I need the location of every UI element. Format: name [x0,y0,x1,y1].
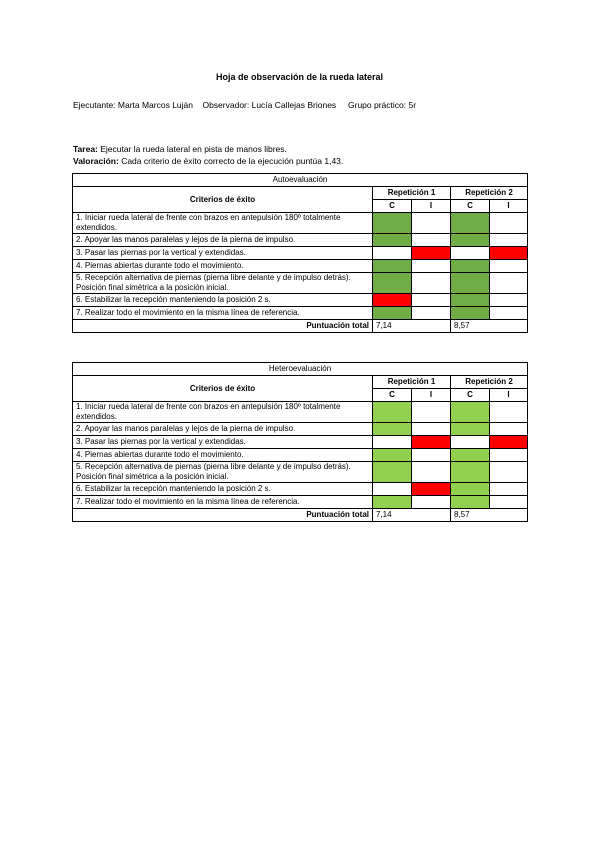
rep1-header: Repetición 1 [373,376,451,389]
criteria-header: Criterios de éxito [73,187,373,213]
criterion-text: 4. Piernas abiertas durante todo el movimiento. [73,449,373,462]
total-rep2: 8,57 [451,509,528,522]
criterion-text: 5. Recepción alternativa de piernas (pierna libre delante y de impulso detrás). Posición final simétrica a la posición inicial. [73,273,373,294]
rep1-c-header: C [373,200,412,213]
task-description [73,143,343,167]
observation-meta [73,100,416,110]
criterion-text: 7. Realizar todo el movimiento en la misma línea de referencia. [73,307,373,320]
rep1-i-cell [412,213,451,234]
criterion-row [73,260,528,273]
criterion-row [73,247,528,260]
rep1-i-cell [412,496,451,509]
rep1-c-cell [373,436,412,449]
rep2-i-cell [490,496,528,509]
observador-text: Observador: Lucía Callejas Briones [202,100,337,110]
rep2-c-cell [451,307,490,320]
section-title: Autoevaluación [73,174,528,187]
rep1-i-cell [412,483,451,496]
total-rep1: 7,14 [373,320,451,333]
criterion-row [73,462,528,483]
criterion-text: 6. Estabilizar la recepción manteniendo la posición 2 s. [73,294,373,307]
rep1-c-cell [373,462,412,483]
rep1-i-cell [412,307,451,320]
total-label: Puntuación total [73,320,373,333]
rep2-i-cell [490,307,528,320]
rep2-i-cell [490,213,528,234]
rep2-i-cell [490,247,528,260]
rep1-c-header: C [373,389,412,402]
rep1-i-cell [412,294,451,307]
rep2-i-cell [490,234,528,247]
rep1-c-cell [373,247,412,260]
rep2-c-cell [451,436,490,449]
rep2-c-cell [451,213,490,234]
rep2-i-cell [490,402,528,423]
rep1-i-cell [412,234,451,247]
criterion-text: 1. Iniciar rueda lateral de frente con brazos en antepulsión 180º totalmente extendidos. [73,213,373,234]
criterion-row [73,423,528,436]
rep2-c-cell [451,260,490,273]
criterion-row [73,436,528,449]
rep1-c-cell [373,260,412,273]
rep1-i-cell [412,423,451,436]
section-title: Heteroevaluación [73,363,528,376]
criterion-text: 2. Apoyar las manos paralelas y lejos de la pierna de impulso. [73,423,373,436]
rep1-c-cell [373,402,412,423]
rep1-i-cell [412,402,451,423]
criterion-text: 5. Recepción alternativa de piernas (pierna libre delante y de impulso detrás). Posición final simétrica a la posición inicial. [73,462,373,483]
rep2-i-cell [490,260,528,273]
page-title: Hoja de observación de la rueda lateral [215,72,384,82]
rep2-c-cell [451,294,490,307]
criterion-text: 2. Apoyar las manos paralelas y lejos de la pierna de impulso. [73,234,373,247]
rep2-i-cell [490,483,528,496]
criterion-row [73,307,528,320]
grupo-text: Grupo práctico: 5r [348,100,417,110]
rep2-i-cell [490,462,528,483]
criterion-text: 3. Pasar las piernas por la vertical y extendidas. [73,436,373,449]
rep2-c-cell [451,423,490,436]
criterion-text: 3. Pasar las piernas por la vertical y extendidas. [73,247,373,260]
criterion-row [73,483,528,496]
rep2-i-header: I [490,389,528,402]
criterion-row [73,496,528,509]
heteroevaluacion-table [72,362,528,522]
total-label: Puntuación total [73,509,373,522]
total-rep1: 7,14 [373,509,451,522]
criterion-row [73,213,528,234]
rep1-c-cell [373,213,412,234]
rep2-i-cell [490,294,528,307]
rep2-c-cell [451,483,490,496]
rep1-i-cell [412,436,451,449]
ejecutante-text: Ejecutante: Marta Marcos Luján [73,100,194,110]
rep1-header: Repetición 1 [373,187,451,200]
rep2-c-cell [451,496,490,509]
rep1-i-cell [412,260,451,273]
rep1-c-cell [373,496,412,509]
criterion-text: 1. Iniciar rueda lateral de frente con brazos en antepulsión 180º totalmente extendidos. [73,402,373,423]
rep1-c-cell [373,449,412,462]
autoevaluacion-table [72,173,528,333]
valoracion-text: Cada criterio de éxito correcto de la ejecución puntúa 1,43. [118,156,344,166]
rep2-i-header: I [490,200,528,213]
rep1-i-cell [412,449,451,462]
rep1-c-cell [373,234,412,247]
rep1-c-cell [373,423,412,436]
valoracion-label: Valoración: [73,156,119,166]
valoracion-line [73,155,343,167]
criteria-header: Criterios de éxito [73,376,373,402]
total-rep2: 8,57 [451,320,528,333]
rep2-c-cell [451,273,490,294]
rep1-i-header: I [412,389,451,402]
criterion-row [73,449,528,462]
tarea-line [73,143,343,155]
criterion-row [73,294,528,307]
rep1-i-cell [412,247,451,260]
rep1-i-header: I [412,200,451,213]
tarea-text: Ejecutar la rueda lateral en pista de manos libres. [97,144,287,154]
criterion-row [73,234,528,247]
rep2-header: Repetición 2 [451,376,528,389]
criterion-row [73,273,528,294]
rep2-c-header: C [451,389,490,402]
tarea-label: Tarea: [73,144,98,154]
rep2-c-header: C [451,200,490,213]
rep1-i-cell [412,273,451,294]
rep2-c-cell [451,234,490,247]
rep2-c-cell [451,462,490,483]
rep2-c-cell [451,247,490,260]
rep1-c-cell [373,273,412,294]
criterion-text: 7. Realizar todo el movimiento en la misma línea de referencia. [73,496,373,509]
criterion-row [73,402,528,423]
rep1-c-cell [373,307,412,320]
rep2-i-cell [490,423,528,436]
rep2-c-cell [451,402,490,423]
criterion-text: 6. Estabilizar la recepción manteniendo la posición 2 s. [73,483,373,496]
rep2-i-cell [490,436,528,449]
rep2-i-cell [490,273,528,294]
rep1-c-cell [373,483,412,496]
rep2-i-cell [490,449,528,462]
rep2-c-cell [451,449,490,462]
rep1-i-cell [412,462,451,483]
criterion-text: 4. Piernas abiertas durante todo el movimiento. [73,260,373,273]
rep1-c-cell [373,294,412,307]
rep2-header: Repetición 2 [451,187,528,200]
